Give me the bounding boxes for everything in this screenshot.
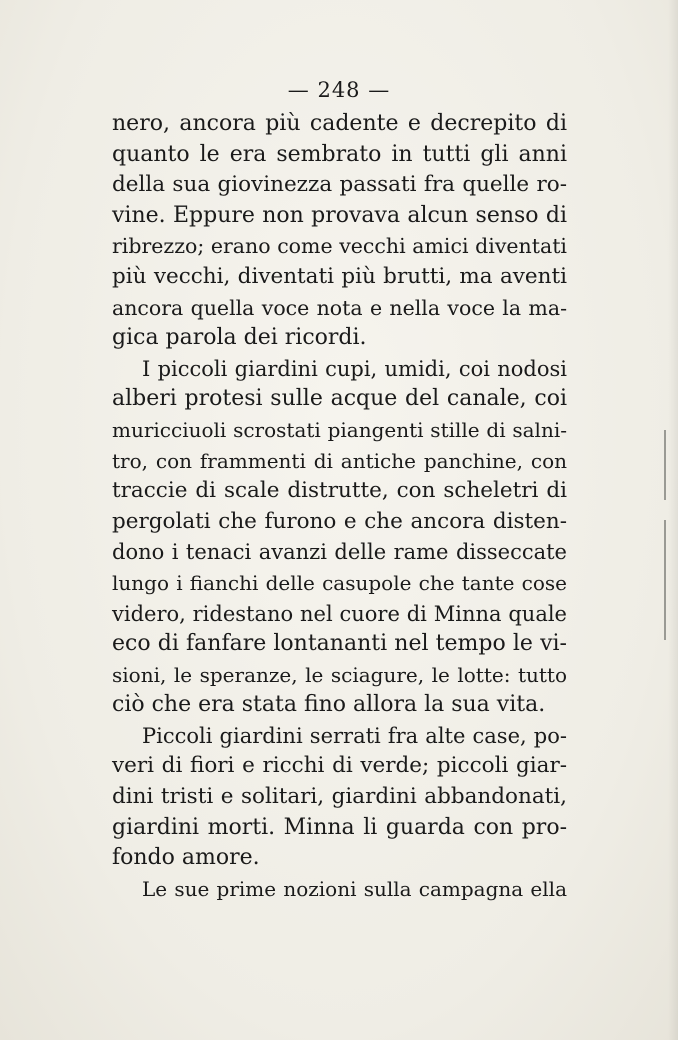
page-edge (668, 0, 678, 1040)
text-line: sioni, le speranze, le sciagure, le lotte: tutto (112, 662, 567, 687)
text-line: giardini morti. Minna li guarda con pro- (112, 814, 567, 840)
text-line: lungo i fianchi delle casupole che tante cose (112, 570, 567, 595)
text-line: pergolati che furono e che ancora disten- (112, 508, 567, 534)
text-line: vine. Eppure non provava alcun senso di (112, 202, 567, 228)
page-number: — 248 — (287, 78, 391, 102)
text-line: ribrezzo; erano come vecchi amici diventati (112, 234, 567, 259)
text-line: ciò che era stata fino allora la sua vita. (112, 692, 546, 718)
text-line: gica parola dei ricordi. (112, 325, 367, 351)
text-line: videro, ridestano nel cuore di Minna quale (112, 601, 567, 626)
text-line: muricciuoli scrostati piangenti stille di salni- (112, 417, 567, 442)
text-line: Le sue prime nozioni sulla campagna ella (142, 876, 567, 901)
text-line: I piccoli giardini cupi, umidi, coi nodosi (142, 356, 567, 381)
margin-mark (664, 520, 666, 640)
text-line: Piccoli giardini serrati fra alte case, po- (142, 723, 567, 748)
text-line: tro, con frammenti di antiche panchine, con (112, 448, 567, 473)
text-line: veri di fiori e ricchi di verde; piccoli giar- (112, 753, 567, 779)
body-text (112, 109, 567, 904)
text-line: della sua giovinezza passati fra quelle ro- (112, 172, 567, 198)
text-line: traccie di scale distrutte, con scheletri di (112, 478, 567, 504)
margin-mark (664, 430, 666, 500)
text-line: nero, ancora più cadente e decrepito di (112, 111, 567, 136)
text-line: dini tristi e solitari, giardini abbandonati, (112, 784, 567, 810)
text-line: dono i tenaci avanzi delle rame disseccate (112, 540, 567, 565)
text-line: fondo amore. (112, 845, 260, 871)
text-line: ancora quella voce nota e nella voce la ma- (112, 295, 567, 320)
text-line: più vecchi, diventati più brutti, ma aventi (112, 263, 567, 289)
text-line: quanto le era sembrato in tutti gli anni (112, 141, 567, 167)
text-line: eco di fanfare lontananti nel tempo le vi- (112, 631, 567, 657)
text-line: alberi protesi sulle acque del canale, coi (112, 386, 567, 412)
